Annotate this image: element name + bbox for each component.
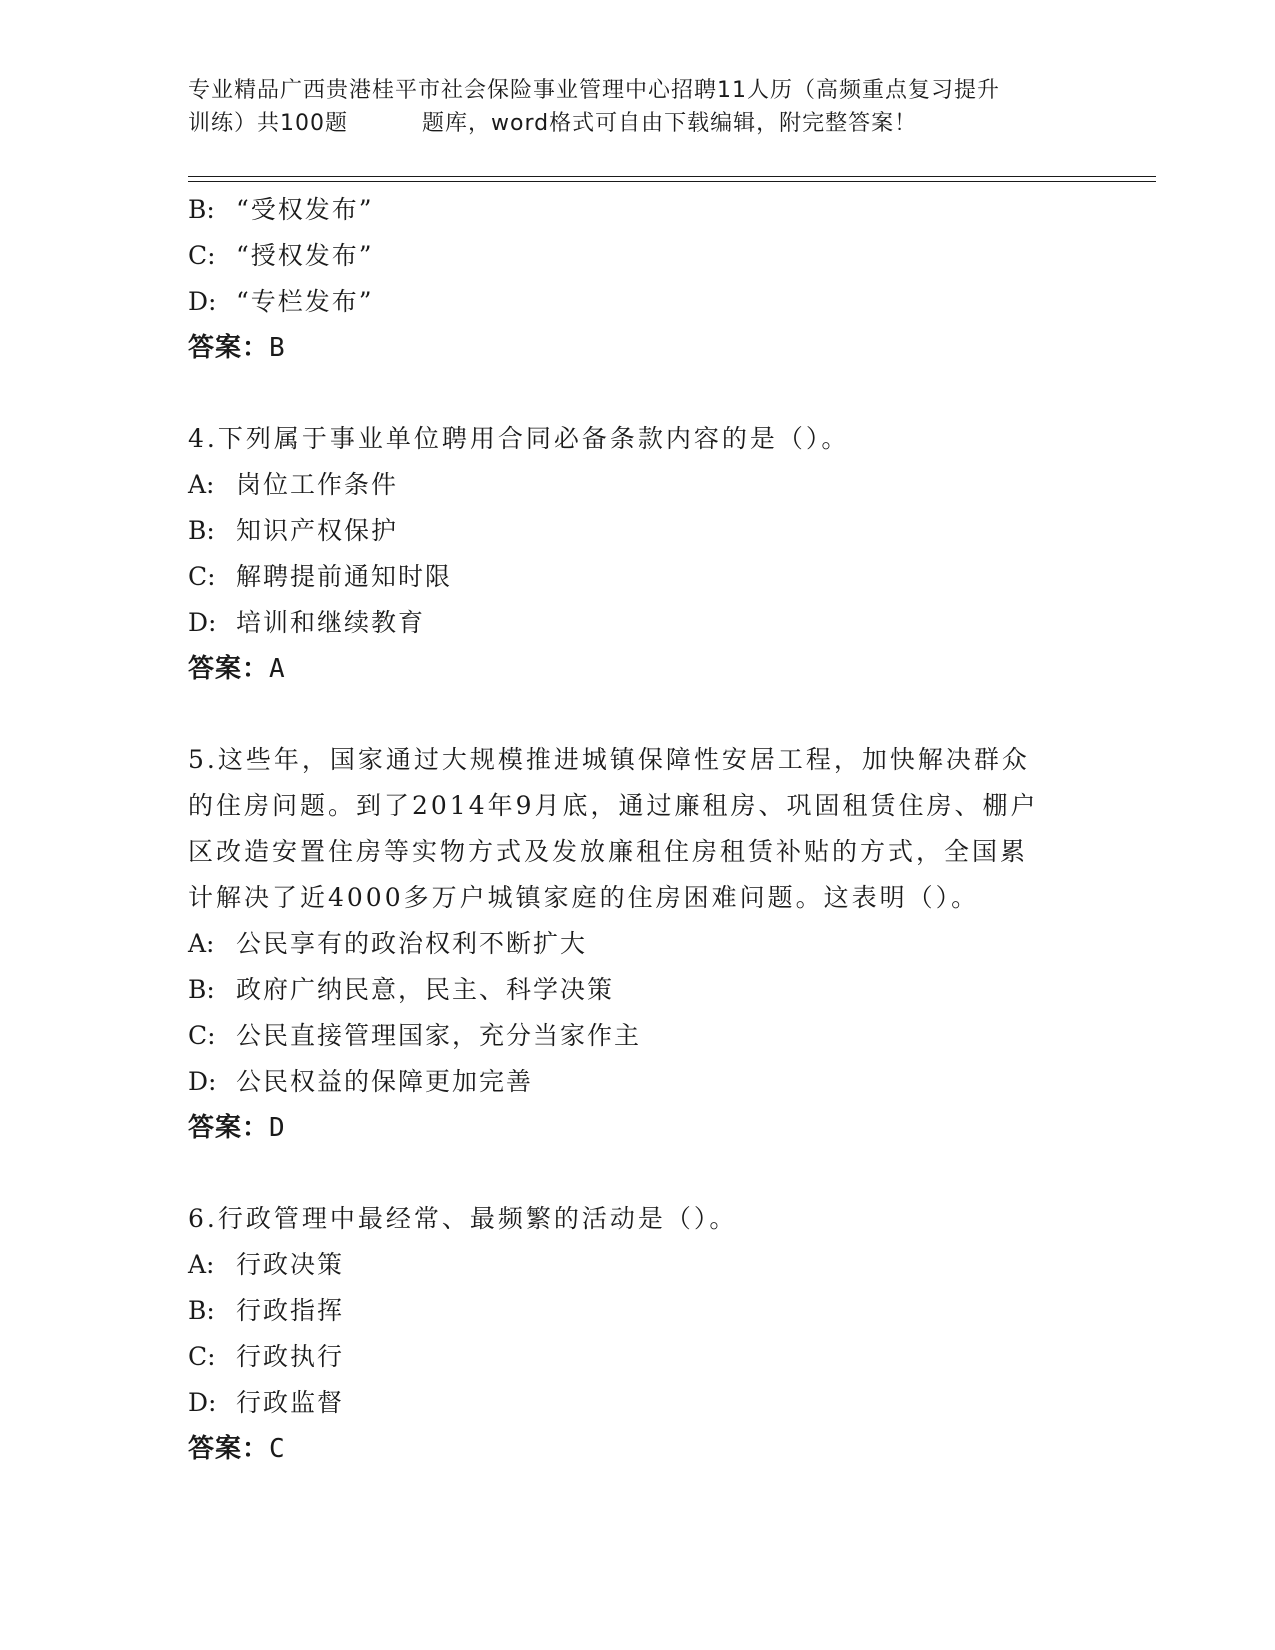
option-row <box>188 187 1088 233</box>
option-letter: B: <box>188 1296 215 1325</box>
option-row <box>188 921 1088 967</box>
question-6 <box>188 1196 1088 1472</box>
option-row <box>188 1013 1088 1059</box>
answer-label: 答案： <box>188 1113 270 1143</box>
option-letter: D: <box>188 608 217 637</box>
header-divider-top <box>188 176 1156 177</box>
question-text <box>188 1196 1088 1242</box>
option-letter: D: <box>188 1067 217 1096</box>
option-letter: A: <box>188 929 215 958</box>
option-text: 行政指挥 <box>236 1296 345 1325</box>
question-text <box>188 416 1088 462</box>
option-row <box>188 508 1088 554</box>
option-letter: D: <box>188 287 217 316</box>
option-text: 行政监督 <box>236 1388 345 1417</box>
option-text: 公民享有的政治权利不断扩大 <box>236 929 588 958</box>
header-line-1: 专业精品广西贵港桂平市社会保险事业管理中心招聘11人历（高频重点复习提升 <box>188 78 1000 103</box>
option-text: 行政执行 <box>236 1342 345 1371</box>
option-text: 知识产权保护 <box>236 516 399 545</box>
option-row <box>188 967 1088 1013</box>
option-text: 岗位工作条件 <box>236 470 399 499</box>
header-line-2-right: 题库，word格式可自由下载编辑，附完整答案！ <box>422 111 918 136</box>
option-text: “专栏发布” <box>236 287 374 316</box>
option-letter: A: <box>188 1250 215 1279</box>
option-text: 培训和继续教育 <box>236 608 426 637</box>
answer-row <box>188 1105 1088 1151</box>
option-letter: B: <box>188 516 215 545</box>
option-letter: C: <box>188 1342 216 1371</box>
question-4 <box>188 416 1088 692</box>
question-line: 的住房问题。到了2014年9月底，通过廉租房、巩固租赁住房、棚户 <box>188 791 1039 820</box>
question-line: 6.行政管理中最经常、最频繁的活动是（）。 <box>188 1204 738 1233</box>
option-row <box>188 554 1088 600</box>
option-letter: B: <box>188 975 215 1004</box>
option-letter: D: <box>188 1388 217 1417</box>
option-text: “授权发布” <box>236 241 374 270</box>
option-letter: A: <box>188 470 215 499</box>
question-continued <box>188 187 1088 371</box>
option-text: 行政决策 <box>236 1250 345 1279</box>
option-letter: B: <box>188 195 215 224</box>
option-row <box>188 1380 1088 1426</box>
answer-row <box>188 646 1088 692</box>
header-divider-bottom <box>188 181 1156 182</box>
option-row <box>188 233 1088 279</box>
question-text <box>188 737 1088 921</box>
option-text: “受权发布” <box>236 195 374 224</box>
question-line: 区改造安置住房等实物方式及发放廉租住房租赁补贴的方式，全国累 <box>188 837 1029 866</box>
option-text: 解聘提前通知时限 <box>236 562 453 591</box>
question-line: 4.下列属于事业单位聘用合同必备条款内容的是（）。 <box>188 424 850 453</box>
answer-label: 答案： <box>188 333 270 363</box>
option-text: 公民直接管理国家，充分当家作主 <box>236 1021 642 1050</box>
question-line: 5.这些年，国家通过大规模推进城镇保障性安居工程，加快解决群众 <box>188 745 1030 774</box>
option-row <box>188 1242 1088 1288</box>
option-letter: C: <box>188 562 216 591</box>
answer-value: B <box>269 333 286 363</box>
question-5 <box>188 737 1088 1151</box>
option-row <box>188 1334 1088 1380</box>
option-row <box>188 279 1088 325</box>
option-row <box>188 600 1088 646</box>
header-line-2-left: 训练）共100题 <box>188 111 348 136</box>
option-letter: C: <box>188 241 216 270</box>
answer-value: C <box>269 1434 286 1464</box>
option-row <box>188 1059 1088 1105</box>
option-text: 政府广纳民意，民主、科学决策 <box>236 975 615 1004</box>
document-body <box>188 187 1088 1472</box>
option-text: 公民权益的保障更加完善 <box>236 1067 534 1096</box>
header-line-2 <box>188 107 1088 140</box>
answer-row <box>188 1426 1088 1472</box>
option-row <box>188 462 1088 508</box>
option-letter: C: <box>188 1021 216 1050</box>
page-header <box>188 74 1088 140</box>
answer-row <box>188 325 1088 371</box>
option-row <box>188 1288 1088 1334</box>
answer-value: D <box>269 1113 286 1143</box>
question-line: 计解决了近4000多万户城镇家庭的住房困难问题。这表明（）。 <box>188 883 980 912</box>
answer-value: A <box>269 654 286 684</box>
answer-label: 答案： <box>188 1434 270 1464</box>
answer-label: 答案： <box>188 654 270 684</box>
